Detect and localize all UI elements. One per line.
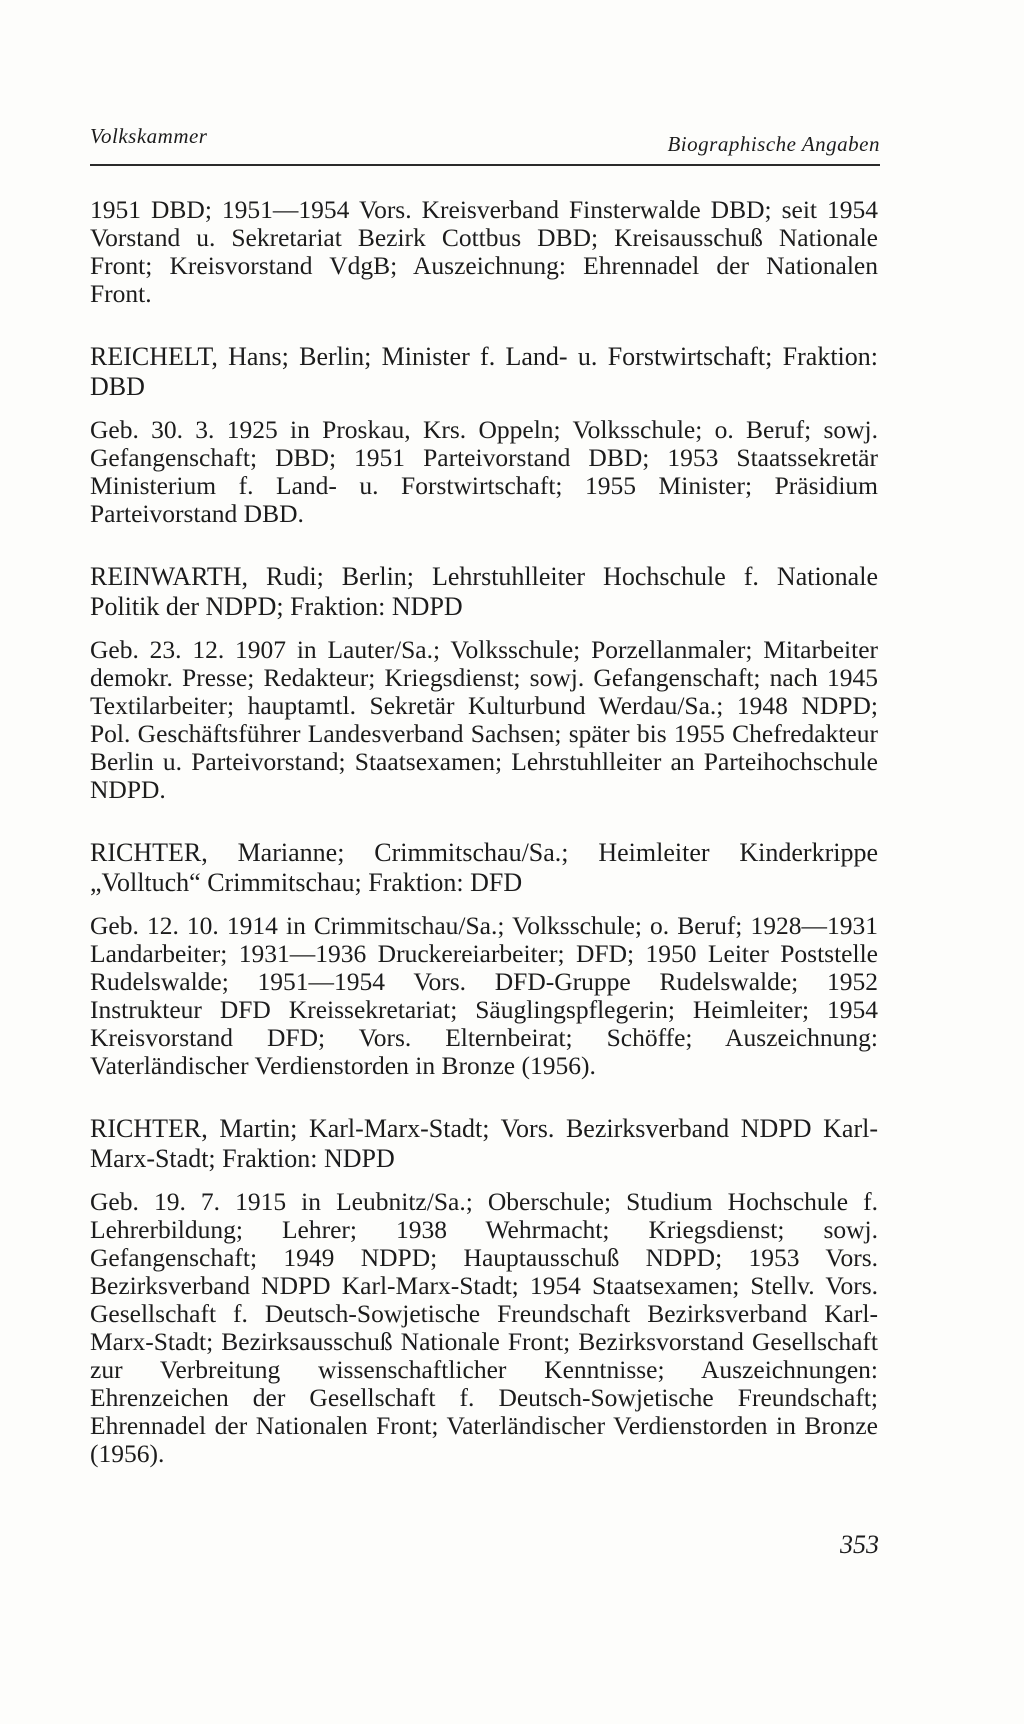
entry-body: Geb. 12. 10. 1914 in Crimmitschau/Sa.; Volksschule; o. Beruf; 1928—1931 Landarbeiter; 1931—1936 Druckereiarbeiter; DFD; 1950 Leiter Poststelle Rudelswalde; 1951—1954 Vors. DFD-Gruppe Rudelswalde; 1952 Instrukteur DFD Kreissekretariat; Säuglingspflegerin; Heimleiter; 1954 Kreisvorstand DFD; Vors. Elternbeirat; Schöffe; Auszeichnung: Vaterländischer Verdienstorden in Bronze (1956). [90, 911, 878, 1080]
entry-heading: RICHTER, Martin; Karl-Marx-Stadt; Vors. Bezirksverband NDPD Karl-Marx-Stadt; Fraktion: NDPD [90, 1114, 878, 1173]
biography-entry-richter-marianne [90, 838, 878, 1080]
biography-text [90, 196, 878, 1468]
entry-body: Geb. 30. 3. 1925 in Proskau, Krs. Oppeln; Volksschule; o. Beruf; sowj. Gefangenschaft; DBD; 1951 Parteivorstand DBD; 1953 Staatssekretär Ministerium f. Land- u. Forstwirtschaft; 1955 Minister; Präsidium Parteivorstand DBD. [90, 415, 878, 528]
header-left-title: Volkskammer [90, 124, 208, 148]
entry-heading: REINWARTH, Rudi; Berlin; Lehrstuhlleiter Hochschule f. Nationale Politik der NDPD; Fraktion: NDPD [90, 562, 878, 621]
page-number: 353 [840, 1530, 879, 1559]
entry-body: Geb. 19. 7. 1915 in Leubnitz/Sa.; Oberschule; Studium Hochschule f. Lehrerbildung; Lehrer; 1938 Wehrmacht; Kriegsdienst; sowj. Gefangenschaft; 1949 NDPD; Hauptausschuß NDPD; 1953 Vors. Bezirksverband NDPD Karl-Marx-Stadt; 1954 Staatsexamen; Stellv. Vors. Gesellschaft f. Deutsch-Sowjetische Freundschaft Bezirksverband Karl-Marx-Stadt; Bezirksausschuß Nationale Front; Bezirksvorstand Gesellschaft zur Verbreitung wissenschaftlicher Kenntnisse; Auszeichnungen: Ehrenzeichen der Gesellschaft f. Deutsch-Sowjetische Freundschaft; Ehrennadel der Nationalen Front; Vaterländischer Verdienstorden in Bronze (1956). [90, 1187, 878, 1468]
entry-heading: RICHTER, Marianne; Crimmitschau/Sa.; Heimleiter Kinderkrippe „Volltuch“ Crimmitschau; Fraktion: DFD [90, 838, 878, 897]
header-right-title: Biographische Angaben [667, 132, 880, 156]
entry-body: Geb. 23. 12. 1907 in Lauter/Sa.; Volksschule; Porzellanmaler; Mitarbeiter demokr. Presse; Redakteur; Kriegsdienst; sowj. Gefangenschaft; nach 1945 Textilarbeiter; hauptamtl. Sekretär Kulturbund Werdau/Sa.; 1948 NDPD; Pol. Geschäftsführer Landesverband Sachsen; später bis 1955 Chefredakteur Berlin u. Parteivorstand; Staatsexamen; Lehrstuhlleiter an Parteihochschule NDPD. [90, 635, 878, 804]
entry-heading: REICHELT, Hans; Berlin; Minister f. Land- u. Forstwirtschaft; Fraktion: DBD [90, 342, 878, 401]
biography-entry-reichelt [90, 342, 878, 528]
continuation-paragraph: 1951 DBD; 1951—1954 Vors. Kreisverband Finsterwalde DBD; seit 1954 Vorstand u. Sekretariat Bezirk Cottbus DBD; Kreisausschuß Nationale Front; Kreisvorstand VdgB; Auszeichnung: Ehrennadel der Nationalen Front. [90, 195, 878, 308]
biography-entry-richter-martin [90, 1114, 878, 1468]
running-header [90, 120, 880, 166]
biography-entry-reinwarth [90, 562, 878, 804]
